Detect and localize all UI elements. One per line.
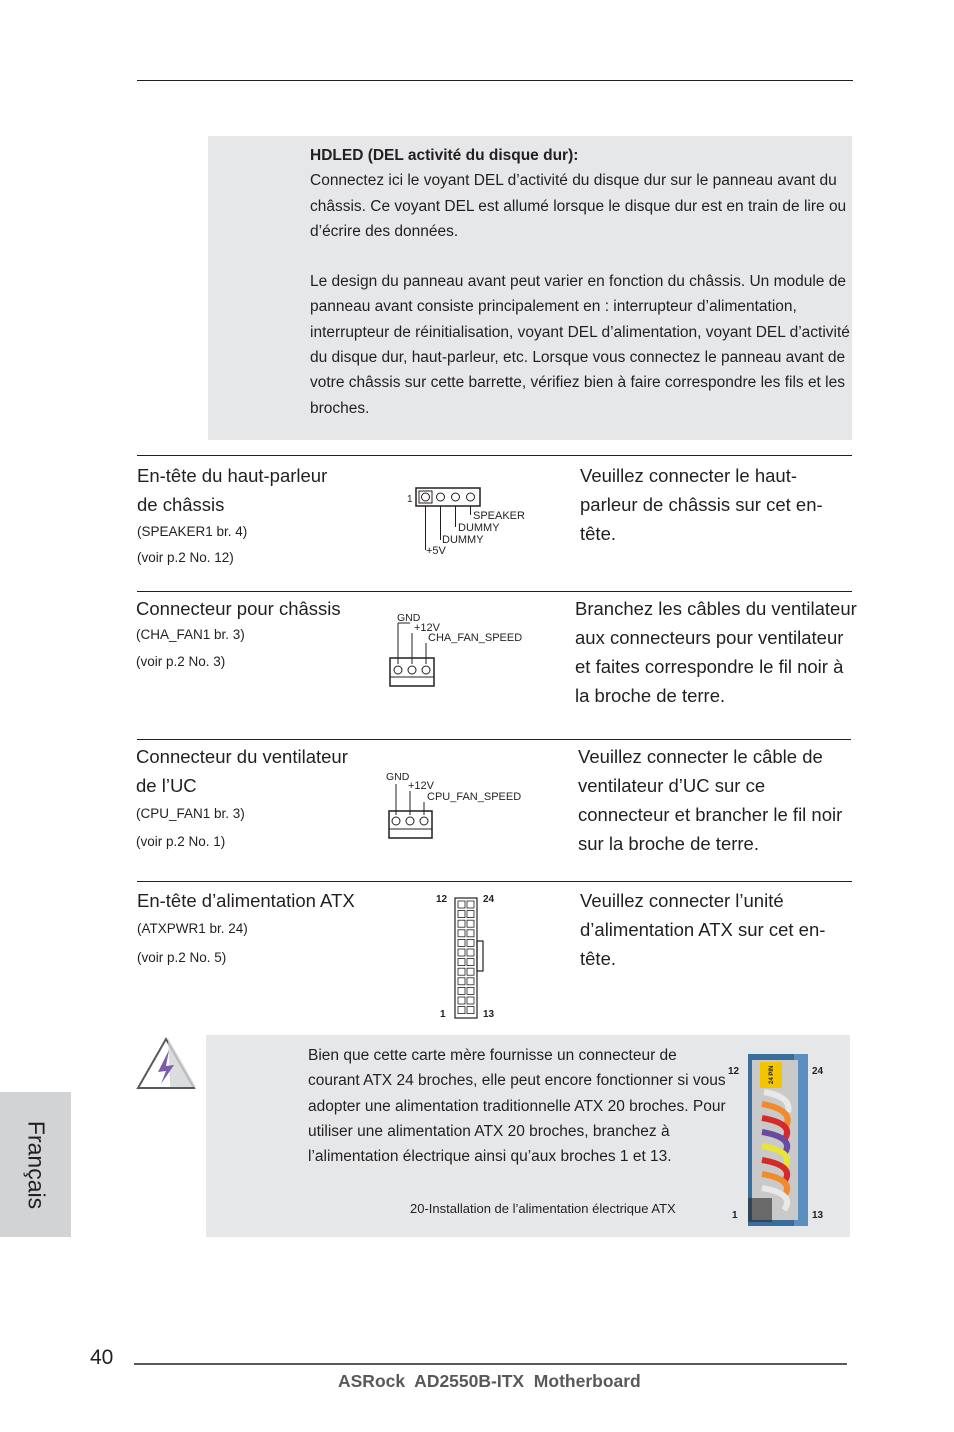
atx-pin bbox=[458, 968, 465, 975]
speaker-label-dummy2: DUMMY bbox=[442, 534, 484, 546]
hdled-text2: Le design du panneau avant peut varier en fonction du châssis. Un module de panneau avant consiste principalement en : interrupteur d’alimentation, interrupteur de réinitialisation, voyant DEL d’alimentation, voyant DEL d’activité du disque dur, haut-parleur, etc. Lorsque vous connectez le panneau avant de votre châssis sur cette barrette, vérifiez bien à faire correspondre les fils et les broches. bbox=[310, 273, 850, 417]
cha-fan-spec: (CHA_FAN1 br. 3) bbox=[136, 627, 245, 642]
atx-label bbox=[137, 886, 397, 971]
divider-speaker bbox=[137, 455, 852, 456]
speaker-pin1-label: 1 bbox=[407, 494, 413, 505]
cpu-fan-label bbox=[136, 742, 386, 855]
atx-description bbox=[580, 886, 842, 973]
speaker-description bbox=[580, 461, 825, 548]
atx-pin bbox=[467, 968, 474, 975]
cpu-fan-title-line1: Connecteur du ventilateur bbox=[136, 746, 348, 767]
hdled-section bbox=[310, 143, 855, 421]
photo-label-13: 13 bbox=[812, 1210, 824, 1221]
cpu-fan-description bbox=[578, 742, 848, 858]
atx-pin bbox=[458, 939, 465, 946]
cpu-fan-spec: (CPU_FAN1 br. 3) bbox=[136, 806, 245, 821]
speaker-desc-text: Veuillez connecter le haut-parleur de châssis sur cet en-tête. bbox=[580, 465, 823, 544]
cpu-fan-speed-label: CPU_FAN_SPEED bbox=[427, 791, 522, 803]
divider-cpu-fan bbox=[137, 739, 851, 740]
cha-fan-12v-label: +12V bbox=[414, 622, 440, 634]
atx-desc-text: Veuillez connecter l’unité d’alimentation ATX sur cet en-tête. bbox=[580, 890, 826, 969]
atx-pin bbox=[458, 901, 465, 908]
atx-title: En-tête d’alimentation ATX bbox=[137, 890, 355, 911]
atx-label-1: 1 bbox=[440, 1009, 446, 1020]
cpu-fan-12v-label: +12V bbox=[408, 780, 434, 792]
atx-pin bbox=[467, 911, 474, 918]
atx-pin bbox=[467, 901, 474, 908]
atx-pin bbox=[458, 911, 465, 918]
cha-fan-gnd-label: GND bbox=[397, 612, 421, 624]
atx-pin bbox=[467, 987, 474, 994]
atx-label-24: 24 bbox=[483, 894, 495, 905]
header-rule bbox=[137, 80, 853, 81]
atx-pin bbox=[458, 930, 465, 937]
atx-connector-photo bbox=[722, 1052, 830, 1230]
atx-pin bbox=[467, 949, 474, 956]
cpu-fan-title-line2: de l’UC bbox=[136, 775, 197, 796]
speaker-spec: (SPEAKER1 br. 4) bbox=[137, 524, 248, 539]
speaker-label-5v: +5V bbox=[426, 545, 446, 557]
cpu-fan-desc-text: Veuillez connecter le câble de ventilateur d’UC sur ce connecteur et brancher le fil noir sur la broche de terre. bbox=[578, 746, 843, 854]
language-side-tab bbox=[0, 1092, 71, 1237]
cha-fan-speed-label: CHA_FAN_SPEED bbox=[428, 632, 523, 644]
cha-fan-description bbox=[575, 594, 860, 710]
speaker-title-line1: En-tête du haut-parleur bbox=[137, 465, 328, 486]
note-text: Bien que cette carte mère fournisse un connecteur de courant ATX 24 broches, elle peut encore fonctionner si vous adopter une alimentation traditionnelle ATX 20 broches. Pour utiliser une alimentation ATX 20 broches, branchez à l’alimentation électrique ainsi qu’aux broches 1 et 13. bbox=[308, 1047, 726, 1166]
atx-label-12: 12 bbox=[436, 894, 448, 905]
cha-fan-title: Connecteur pour châssis bbox=[136, 598, 341, 619]
atx-pin bbox=[458, 949, 465, 956]
cha-fan-pin-diagram bbox=[385, 610, 530, 690]
atx-pin bbox=[467, 920, 474, 927]
photo-label-24: 24 bbox=[812, 1066, 824, 1077]
atx-pin bbox=[458, 987, 465, 994]
atx-spec: (ATXPWR1 br. 24) bbox=[137, 921, 248, 936]
atx-pin bbox=[467, 997, 474, 1004]
hdled-title: HDLED (DEL activité du disque dur): bbox=[310, 147, 579, 164]
page-number: 40 bbox=[90, 1346, 114, 1369]
note-text-block bbox=[308, 1043, 728, 1169]
atx-pin bbox=[467, 1007, 474, 1014]
cpu-fan-pin-diagram bbox=[382, 767, 527, 843]
atx-pin bbox=[467, 978, 474, 985]
cha-fan-desc-text: Branchez les câbles du ventilateur aux connecteurs pour ventilateur et faites correspondre le fil noir à la broche de terre. bbox=[575, 598, 857, 706]
atx-pin bbox=[458, 978, 465, 985]
atx-pin bbox=[467, 959, 474, 966]
cpu-fan-gnd-label: GND bbox=[386, 771, 410, 783]
cha-fan-ref: (voir p.2 No. 3) bbox=[136, 654, 226, 669]
photo-label-12: 12 bbox=[728, 1066, 740, 1077]
note-caption: 20-Installation de l’alimentation électrique ATX bbox=[410, 1201, 676, 1216]
atx-pin bbox=[467, 939, 474, 946]
atx-ref: (voir p.2 No. 5) bbox=[137, 950, 227, 965]
hdled-text: Connectez ici le voyant DEL d’activité du disque dur sur le panneau avant du châssis. Ce voyant DEL est allumé lorsque le disque dur est en train de lire ou d’écrire des données. bbox=[310, 172, 847, 240]
atx-pin bbox=[458, 920, 465, 927]
photo-pin-label: 24 PIN bbox=[769, 1065, 775, 1084]
speaker-label-dummy1: DUMMY bbox=[458, 522, 500, 534]
language-label: Français bbox=[23, 1120, 49, 1209]
divider-cha-fan bbox=[137, 591, 852, 592]
footer-rule bbox=[134, 1363, 847, 1365]
divider-atx bbox=[137, 881, 852, 882]
atx-pin bbox=[458, 1007, 465, 1014]
speaker-pin-diagram bbox=[405, 484, 530, 560]
atx-label-13: 13 bbox=[483, 1009, 495, 1020]
speaker-label bbox=[137, 461, 387, 571]
speaker-label-speaker: SPEAKER bbox=[473, 510, 525, 522]
footer-product: ASRock AD2550B-ITX Motherboard bbox=[338, 1371, 641, 1391]
atx-pin bbox=[458, 959, 465, 966]
cha-fan-label bbox=[136, 594, 386, 675]
atx-pin-diagram bbox=[430, 890, 505, 1022]
warning-icon bbox=[134, 1036, 198, 1092]
photo-label-1: 1 bbox=[732, 1210, 738, 1221]
atx-pin bbox=[458, 997, 465, 1004]
atx-pin bbox=[467, 930, 474, 937]
speaker-ref: (voir p.2 No. 12) bbox=[137, 550, 234, 565]
speaker-title-line2: de châssis bbox=[137, 494, 225, 515]
cpu-fan-ref: (voir p.2 No. 1) bbox=[136, 834, 226, 849]
